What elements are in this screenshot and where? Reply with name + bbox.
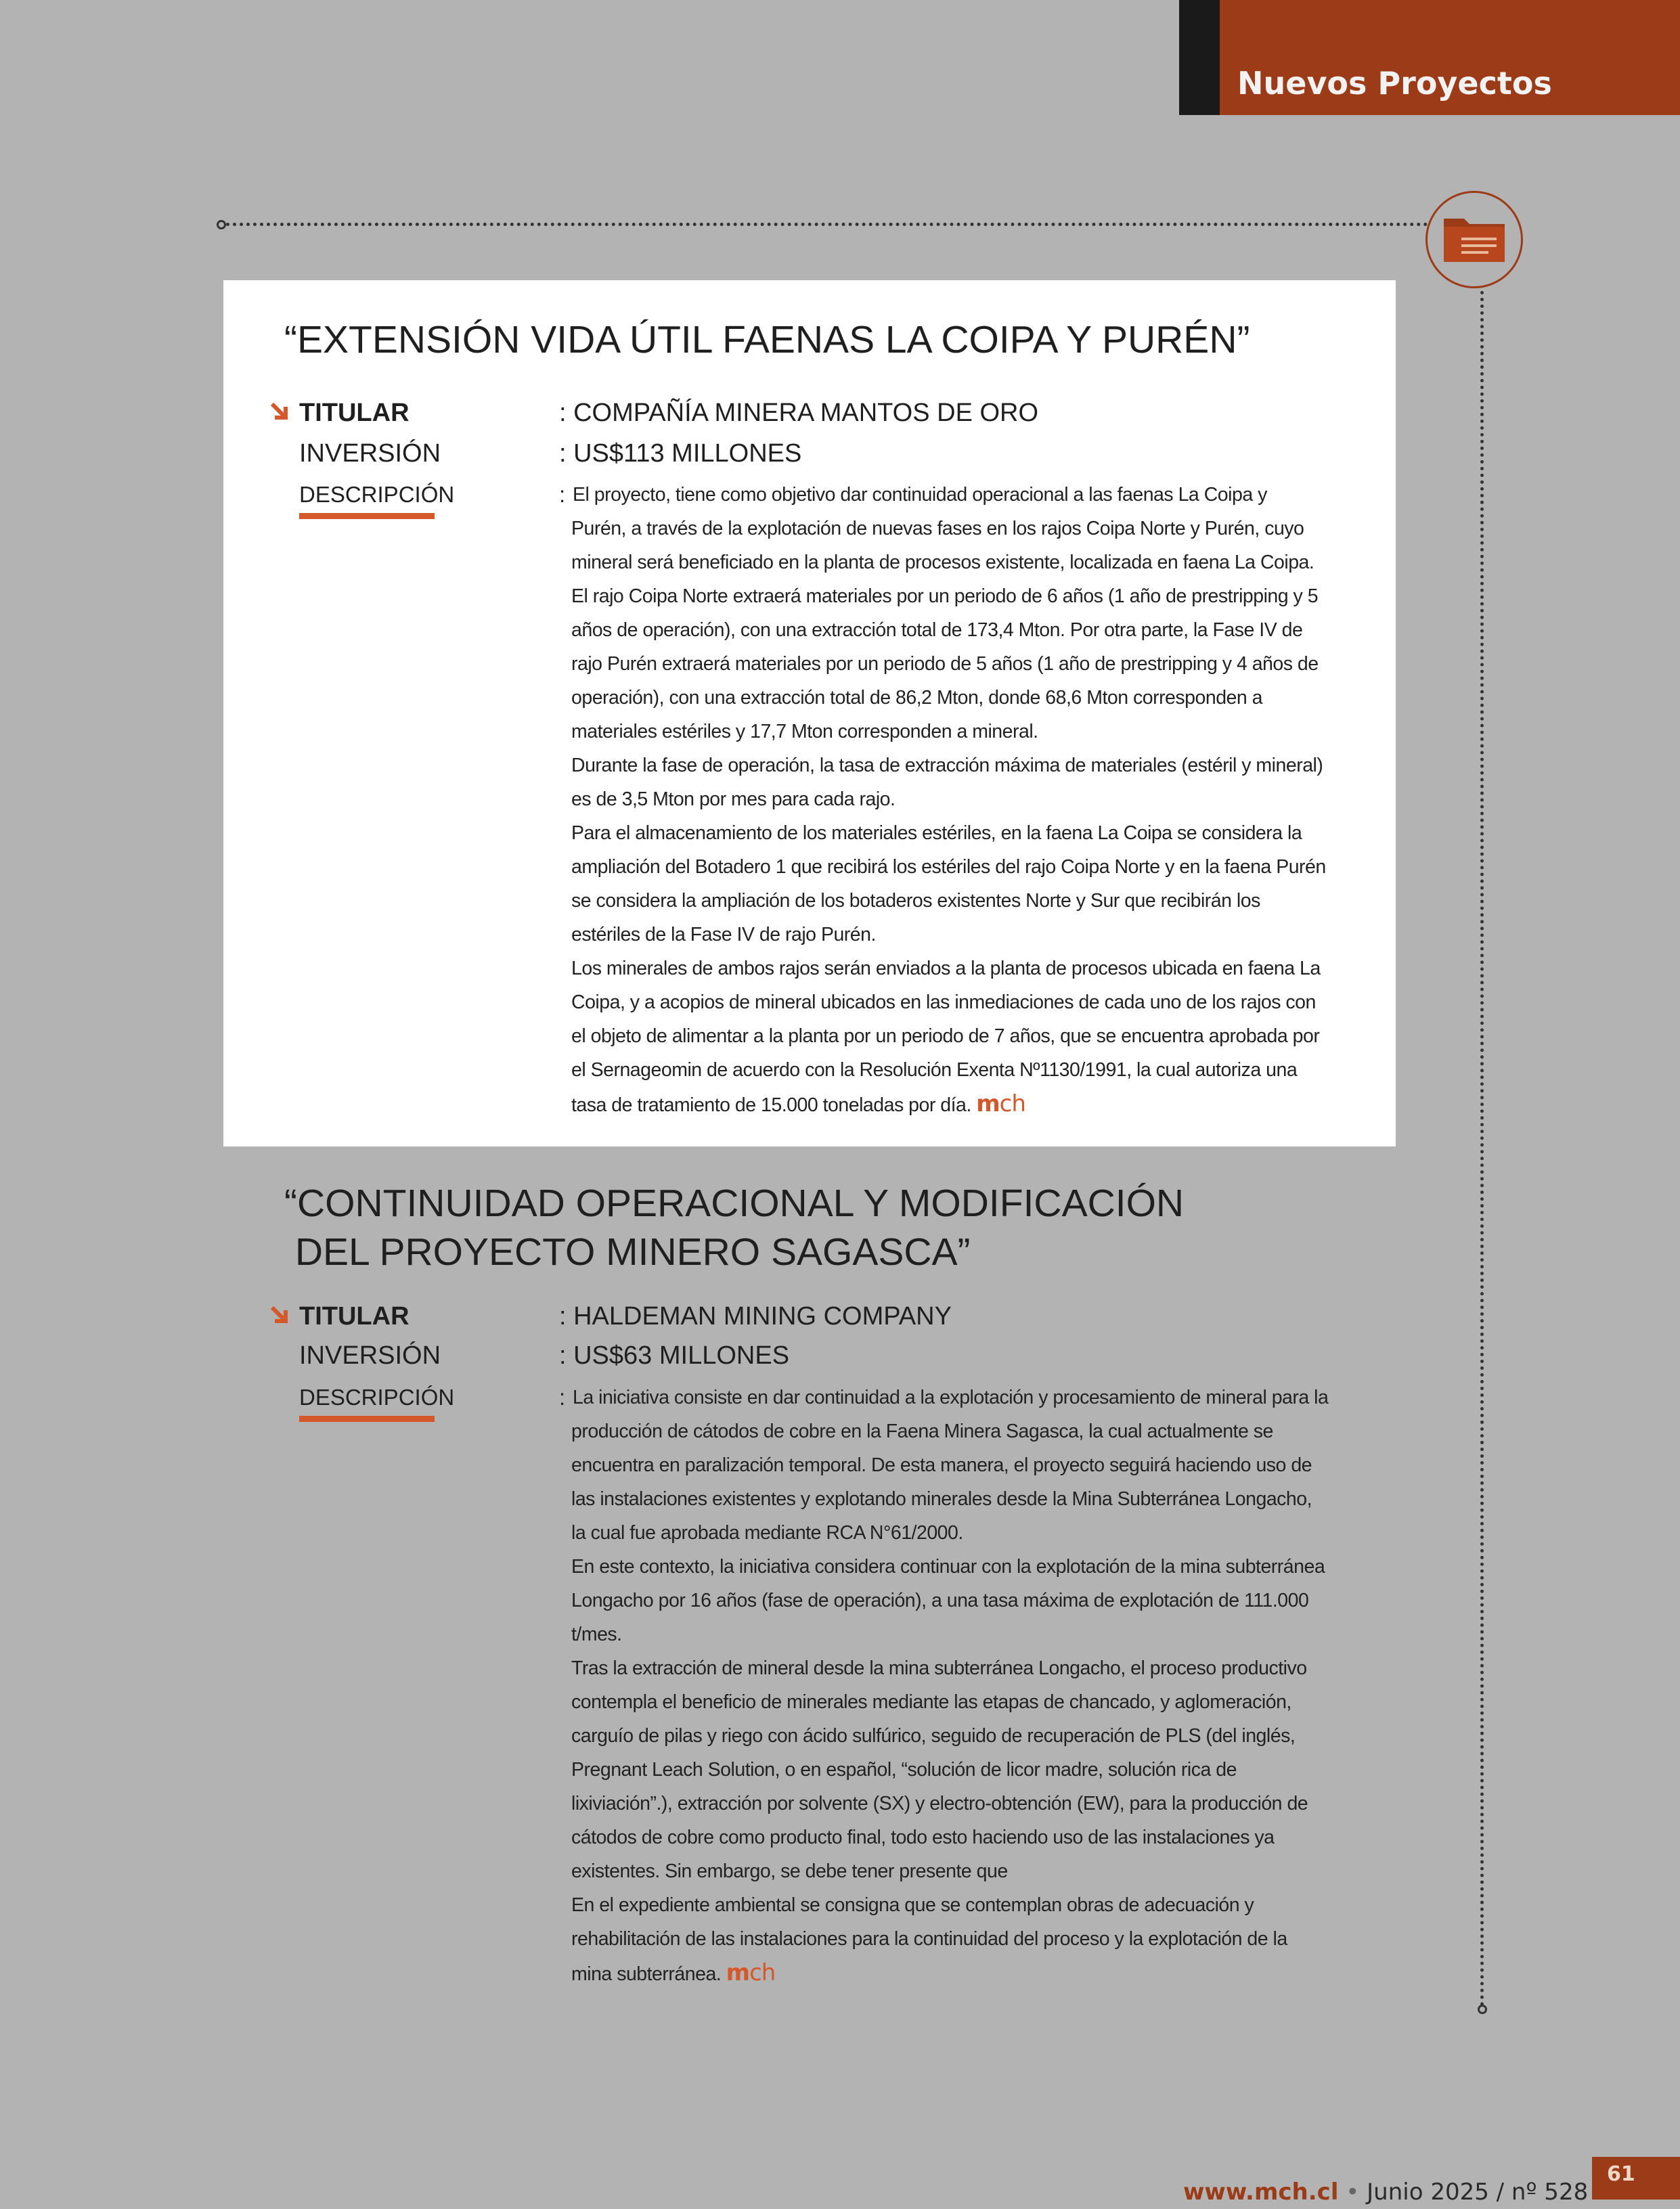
mch-logo bbox=[976, 1090, 1025, 1117]
frame-right-line bbox=[1480, 284, 1484, 2007]
logo-ch: ch bbox=[749, 1959, 776, 1986]
inversion-value: : US$63 MILLONES bbox=[559, 1341, 790, 1370]
description-paragraph: Tras la extracción de mineral desde la mina subterránea Longacho, el proceso productivo contempla el beneficio de minerales mediante las etapas de chancado, y aglomeración, carguío de pilas y riego con ácido sulfúrico, seguido de recuperación de PLS (del inglés, Pregnant Leach Solution, o en español, “solución de licor madre, solución rica de lixiviación”.), extracción por solvente (SX) y electro-obtención (EW), para la producción de cátodos de cobre como producto final, todo esto haciendo uso de las instalaciones ya existentes. Sin embargo, se debe tener presente que bbox=[571, 1657, 1308, 1882]
footer bbox=[1183, 2175, 1588, 2209]
description-text: En el expediente ambiental se consigna que se contemplan obras de adecuación y rehabilitación de las instalaciones para la continuidad del proceso y la explotación de la mina subterránea. bbox=[571, 1894, 1287, 1985]
section-label: Nuevos Proyectos bbox=[1237, 65, 1552, 102]
footer-bullet: • bbox=[1338, 2179, 1367, 2206]
project1-descripcion-label bbox=[299, 478, 454, 512]
footer-site-link[interactable]: www.mch.cl bbox=[1183, 2179, 1339, 2206]
project2-description bbox=[571, 1381, 1329, 1991]
titular-label: TITULAR bbox=[299, 399, 410, 427]
footer-issue: Junio 2025 / nº 528 bbox=[1367, 2179, 1589, 2206]
descripcion-underline bbox=[299, 513, 435, 519]
arrow-down-right-icon bbox=[269, 1305, 290, 1325]
frame-end-dot bbox=[1478, 2005, 1487, 2014]
frame-top-line bbox=[226, 223, 1428, 226]
description-paragraph: Durante la fase de operación, la tasa de extracción máxima de materiales (estéril y mineral) es de 3,5 Mton por mes para cada rajo. bbox=[571, 755, 1323, 810]
inversion-value: : US$113 MILLONES bbox=[559, 439, 802, 468]
mch-logo bbox=[726, 1959, 776, 1986]
titular-label: TITULAR bbox=[299, 1302, 410, 1331]
arrow-down-right-icon bbox=[269, 401, 290, 422]
inversion-label: INVERSIÓN bbox=[299, 1341, 441, 1370]
header-black-bar bbox=[1179, 0, 1220, 115]
descripcion-label-text: DESCRIPCIÓN bbox=[299, 482, 455, 507]
folder-icon bbox=[1441, 212, 1509, 266]
descripcion-label-text: DESCRIPCIÓN bbox=[299, 1385, 455, 1410]
description-paragraph: Para el almacenamiento de los materiales estériles, en la faena La Coipa se considera la ampliación del Botadero 1 que recibirá los estériles del rajo Coipa Norte y en la faena Purén se considera la ampliación de los botaderos existentes Norte y Sur que recibirán los estériles de la Fase IV de rajo Purén. bbox=[571, 822, 1326, 945]
description-text: Los minerales de ambos rajos serán enviados a la planta de procesos ubicada en faena La Coipa, y a acopios de mineral ubicados en las inmediaciones de cada uno de los rajos con el objeto de alimentar a la planta por un periodo de 7 años, que se encuentra aprobada por el Sernageomin de acuerdo con la Resolución Exenta Nº1130/1991, la cual autoriza una tasa de tratamiento de 15.000 toneladas por día. bbox=[571, 958, 1321, 1116]
project2-descripcion-label bbox=[299, 1381, 454, 1414]
logo-ch: ch bbox=[999, 1090, 1025, 1117]
description-paragraph: El proyecto, tiene como objetivo dar continuidad operacional a las faenas La Coipa y Purén, a través de la explotación de nuevas fases en los rajos Coipa Norte y Purén, cuyo mineral será beneficiado en la planta de procesos existente, localizada en faena La Coipa. bbox=[571, 484, 1314, 573]
descripcion-colon: : bbox=[559, 1385, 566, 1410]
page-number bbox=[1592, 2157, 1680, 2200]
description-paragraph: El rajo Coipa Norte extraerá materiales por un periodo de 6 años (1 año de prestripping y 5 años de operación), con una extracción total de 173,4 Mton. Por otra parte, la Fase IV de rajo Purén extraerá materiales por un periodo de 5 años (1 año de prestripping y 4 años de operación), con una extracción total de 86,2 Mton, donde 68,6 Mton corresponden a materiales estériles y 17,7 Mton corresponden a mineral. bbox=[571, 585, 1319, 742]
project1-title: “EXTENSIÓN VIDA ÚTIL FAENAS LA COIPA Y PURÉN” bbox=[284, 318, 1250, 361]
folder-badge bbox=[1425, 191, 1523, 288]
frame-start-dot bbox=[217, 220, 226, 229]
logo-m: m bbox=[726, 1959, 750, 1986]
description-paragraph bbox=[571, 1888, 1329, 1991]
project2-title-line2: DEL PROYECTO MINERO SAGASCA” bbox=[284, 1230, 971, 1274]
logo-m: m bbox=[976, 1090, 1000, 1117]
project1-description bbox=[571, 478, 1326, 1122]
inversion-label: INVERSIÓN bbox=[299, 439, 441, 468]
descripcion-colon: : bbox=[559, 482, 566, 507]
section-tab bbox=[1220, 0, 1680, 115]
description-paragraph: La iniciativa consiste en dar continuidad a la explotación y procesamiento de mineral para la producción de cátodos de cobre en la Faena Minera Sagasca, la cual actualmente se encuentra en paralización temporal. De esta manera, el proyecto seguirá haciendo uso de las instalaciones existentes y explotando minerales desde la Mina Subterránea Longacho, la cual fue aprobada mediante RCA N°61/2000. bbox=[571, 1387, 1329, 1544]
titular-value: : HALDEMAN MINING COMPANY bbox=[559, 1302, 952, 1331]
project2-title-line1: “CONTINUIDAD OPERACIONAL Y MODIFICACIÓN bbox=[284, 1182, 1185, 1225]
description-paragraph bbox=[571, 952, 1326, 1122]
titular-value: : COMPAÑÍA MINERA MANTOS DE ORO bbox=[559, 399, 1039, 427]
descripcion-underline bbox=[299, 1416, 435, 1422]
description-paragraph: En este contexto, la iniciativa considera continuar con la explotación de la mina subterránea Longacho por 16 años (fase de operación), a una tasa máxima de explotación de 111.000 t/mes. bbox=[571, 1556, 1325, 1645]
page-number-text: 61 bbox=[1607, 2162, 1635, 2186]
